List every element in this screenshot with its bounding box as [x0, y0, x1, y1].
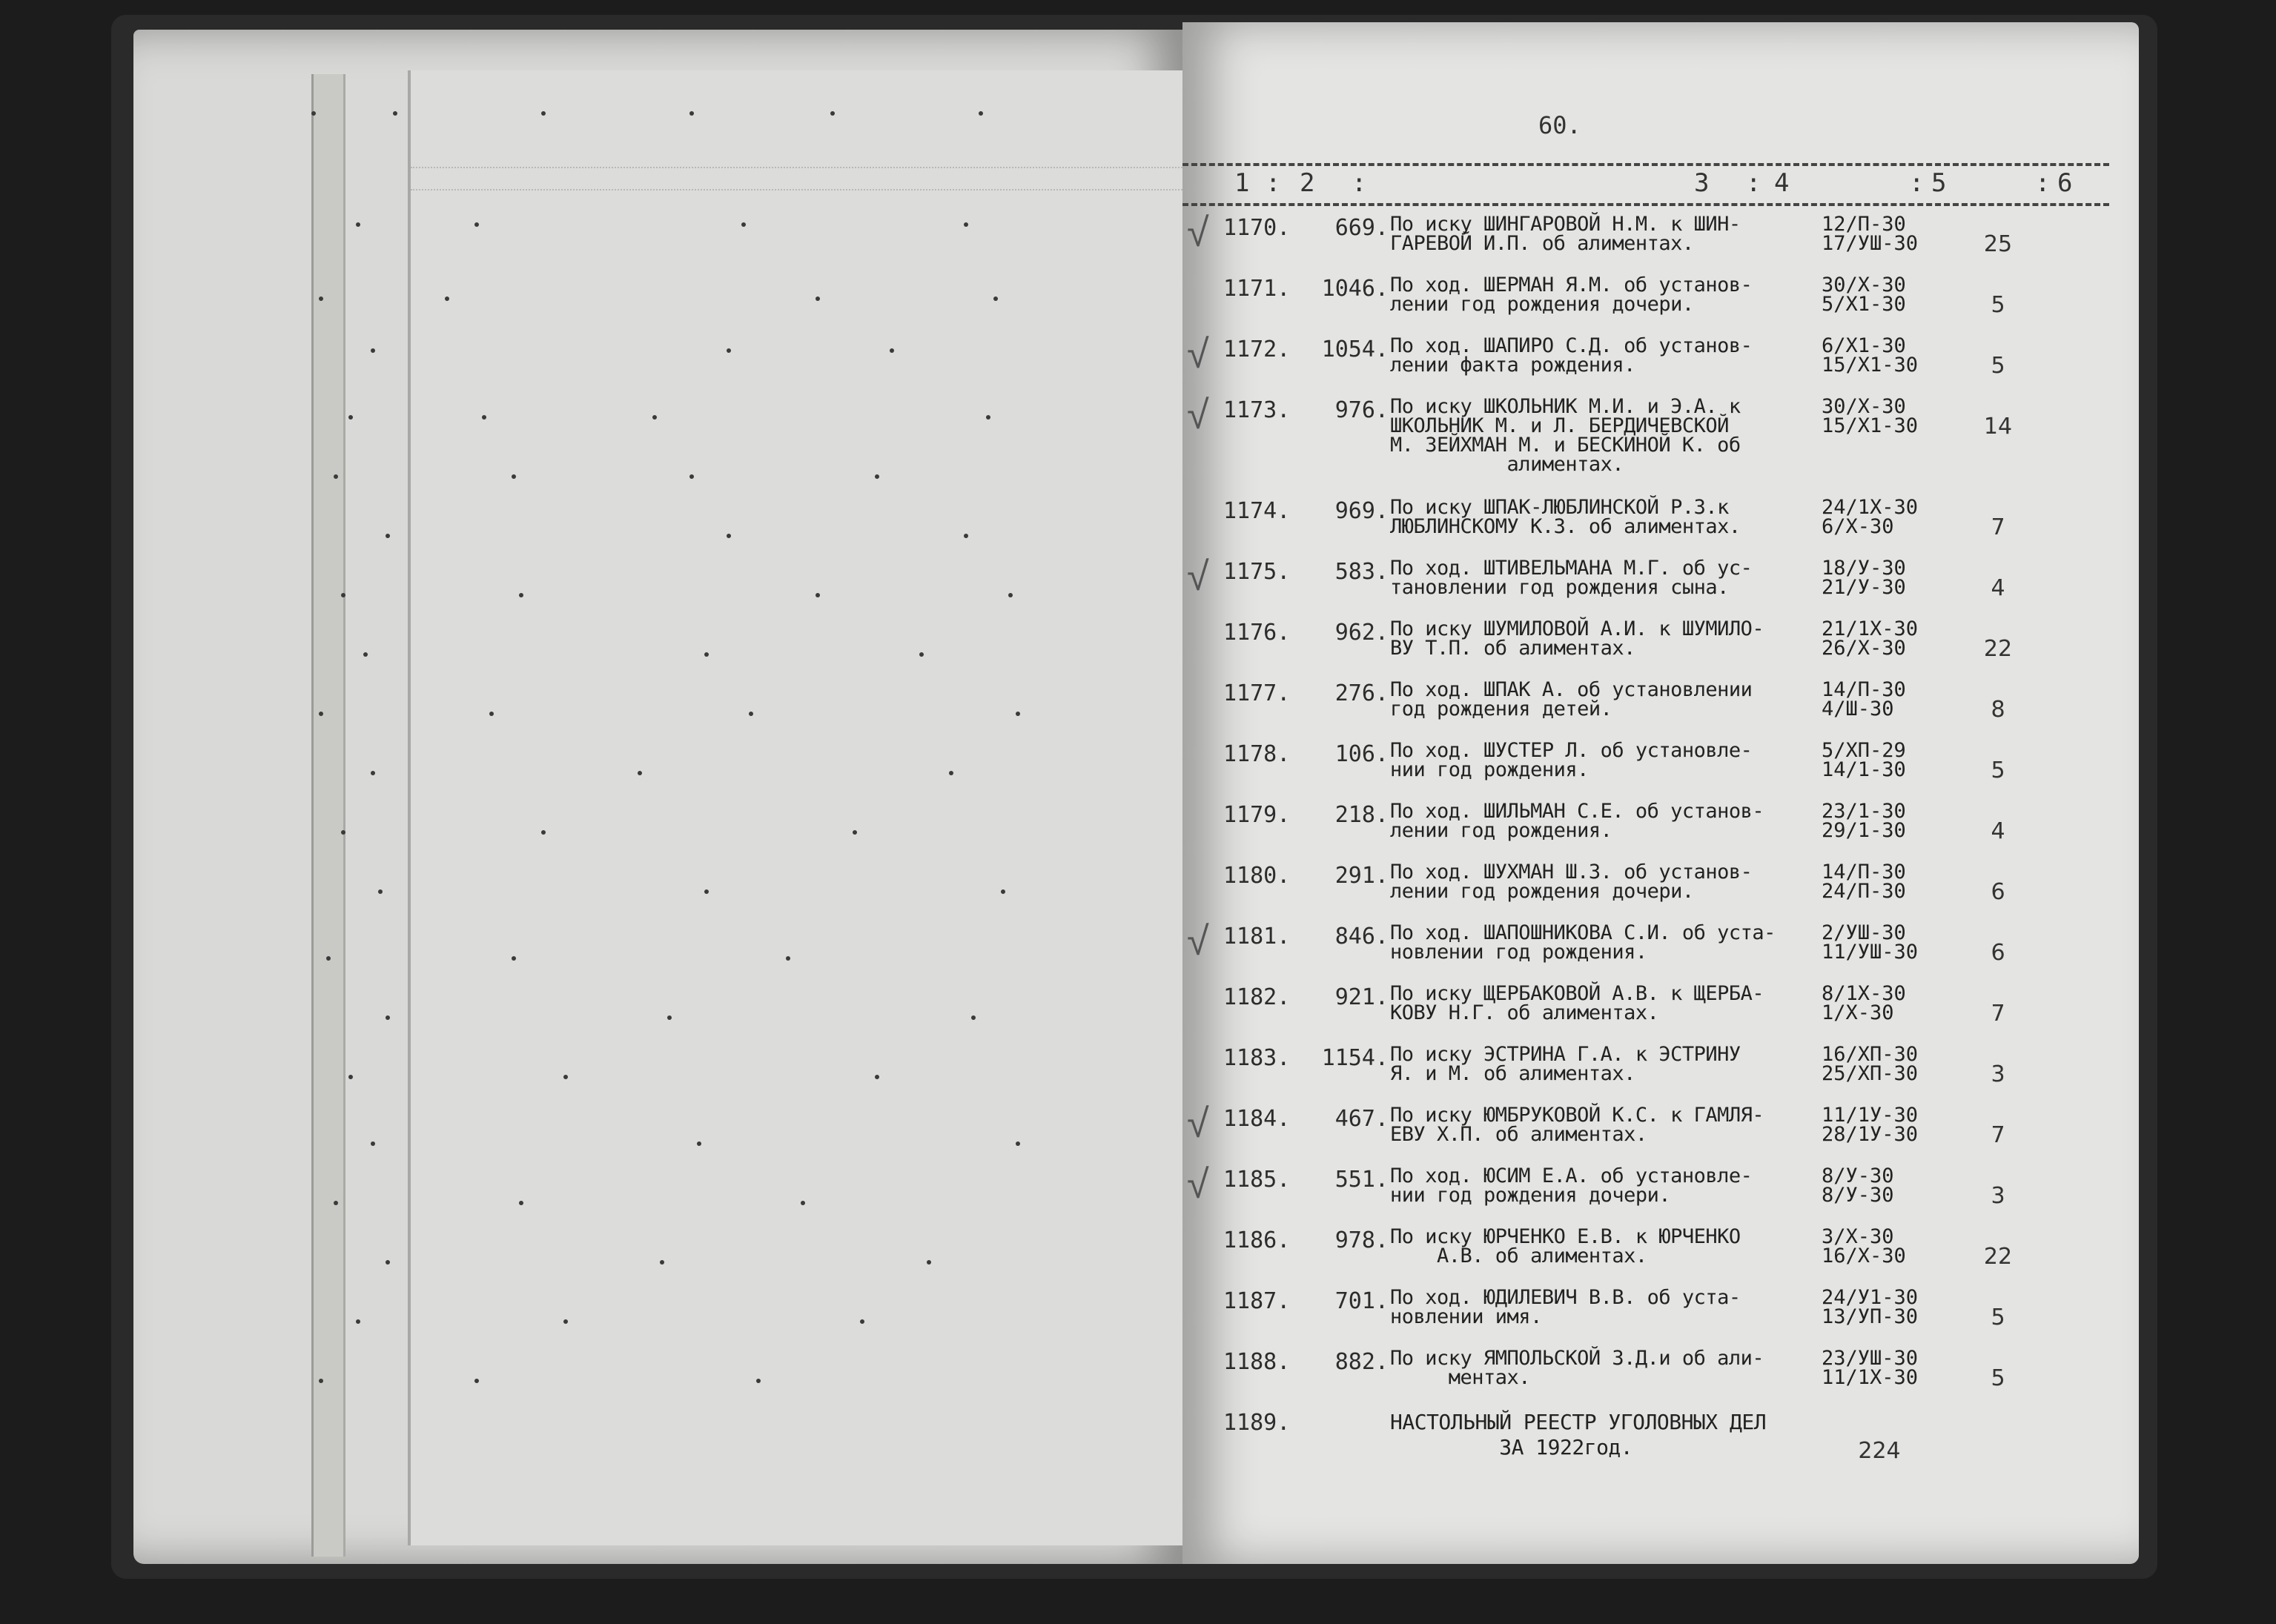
ink-dot — [689, 111, 694, 116]
ink-dot — [704, 889, 709, 894]
page-number: 60. — [1538, 111, 1581, 139]
sheet-count: 3 — [1991, 1183, 2005, 1209]
ink-dot — [445, 296, 449, 301]
ledger-row — [1182, 1410, 2139, 1471]
entry-description: По ход. ЮДИЛЕВИЧ В.В. об уста- новлении имя. — [1390, 1286, 1741, 1328]
col-separator: : — [1266, 168, 1281, 198]
entry-description: По ход. ШИЛЬМАН С.Е. об установ- лении год рождения. — [1390, 800, 1764, 842]
entry-dates: 5/ХП-29 14/1-30 — [1822, 739, 1906, 781]
entry-description: По иску ЩЕРБАКОВОЙ А.В. к ЩЕРБА- КОВУ Н.Г. об алиментах. — [1390, 982, 1764, 1024]
entry-dates: 14/П-30 4/Ш-30 — [1822, 678, 1906, 720]
sheet-count: 224 — [1858, 1438, 1901, 1464]
check-mark-icon: √ — [1187, 553, 1209, 600]
entry-dates: 24/1Х-30 6/Х-30 — [1822, 496, 1919, 538]
col-separator: : — [1352, 168, 1367, 198]
ink-dot — [727, 348, 731, 353]
col-separator: : — [2035, 168, 2051, 198]
ink-dot — [860, 1319, 864, 1324]
left-page — [133, 30, 1186, 1564]
ink-dot — [474, 1379, 479, 1383]
case-number: 1054. — [1321, 337, 1389, 362]
entry-number: 1176. — [1223, 620, 1291, 646]
sheet-count: 5 — [1991, 353, 2005, 379]
ink-dot — [964, 222, 968, 227]
case-number: 276. — [1334, 680, 1389, 706]
ink-dot — [875, 474, 879, 479]
entry-description: По ход. ШУХМАН Ш.З. об установ- лении год рождения дочери. — [1390, 861, 1753, 903]
ledger-row — [1182, 918, 2139, 984]
ink-dot — [697, 1141, 701, 1146]
case-number: 1046. — [1321, 276, 1389, 302]
entry-number: 1187. — [1223, 1288, 1291, 1314]
entry-number: 1173. — [1223, 397, 1291, 423]
ink-dot — [319, 296, 323, 301]
ink-dot — [660, 1260, 664, 1265]
ledger-row — [1182, 984, 2139, 1045]
ledger-row — [1182, 863, 2139, 924]
ledger-row — [1182, 1288, 2139, 1349]
entry-description: По иску ШУМИЛОВОЙ А.И. к ШУМИЛО- ВУ Т.П. об алиментах. — [1390, 617, 1764, 660]
ink-dot — [563, 1075, 568, 1079]
entry-description: По ход. ШУСТЕР Л. об установле- нии год рождения. — [1390, 739, 1753, 781]
entry-description: НАСТОЛЬНЫЙ РЕЕСТР УГОЛОВНЫХ ДЕЛ ЗА 1922год. — [1390, 1410, 1767, 1459]
case-number: 1154. — [1321, 1045, 1389, 1071]
entry-number: 1182. — [1223, 984, 1291, 1010]
case-number: 978. — [1334, 1227, 1389, 1253]
entry-dates: 8/У-30 8/У-30 — [1822, 1164, 1894, 1207]
entry-dates: 23/1-30 29/1-30 — [1822, 800, 1906, 842]
case-number: 467. — [1334, 1106, 1389, 1132]
ink-dot — [667, 1015, 672, 1020]
ink-dot — [386, 1260, 390, 1265]
ink-dot — [786, 956, 790, 961]
page-edges — [311, 74, 345, 1557]
case-number: 669. — [1334, 215, 1389, 241]
header-rule-bottom — [1182, 203, 2109, 206]
col-header-5: 5 — [1931, 168, 1947, 198]
entry-dates: 11/1У-30 28/1У-30 — [1822, 1104, 1919, 1146]
ink-dot — [986, 415, 990, 420]
entry-description: По иску ШКОЛЬНИК М.И. и Э.А. к ШКОЛЬНИК М. и Л. БЕРДИЧЕВСКОЙ М. ЗЕЙХМАН М. и БЕСКИНОЙ К. об алиментах. — [1390, 395, 1741, 476]
entry-dates: 30/Х-30 5/Х1-30 — [1822, 274, 1906, 316]
ledger-row — [1182, 276, 2139, 337]
ledger-row — [1182, 553, 2139, 620]
entry-dates: 2/УШ-30 11/УШ-30 — [1822, 921, 1919, 964]
entry-number: 1189. — [1223, 1410, 1291, 1436]
entry-number: 1181. — [1223, 924, 1291, 949]
entry-number: 1180. — [1223, 863, 1291, 889]
ink-dot — [474, 222, 479, 227]
ledger-row — [1182, 1349, 2139, 1410]
entry-dates: 18/У-30 21/У-30 — [1822, 557, 1906, 599]
header-rule-top — [1182, 163, 2109, 166]
entry-dates: 12/П-30 17/УШ-30 — [1822, 213, 1919, 255]
col-separator: : — [1909, 168, 1925, 198]
ink-dot — [341, 830, 345, 835]
entry-description: По ход. ШАПИРО С.Д. об установ- лении факта рождения. — [1390, 334, 1753, 377]
ink-dot — [890, 348, 894, 353]
right-page — [1182, 22, 2139, 1564]
col-header-2: 2 — [1300, 168, 1315, 198]
ink-dot — [489, 712, 494, 716]
ink-dot — [1016, 1141, 1020, 1146]
ink-dot — [949, 771, 953, 775]
ink-dot — [378, 889, 383, 894]
entry-number: 1179. — [1223, 802, 1291, 828]
ledger-row — [1182, 1161, 2139, 1227]
entry-description: По иску ЮМБРУКОВОЙ К.С. к ГАМЛЯ- ЕВУ Х.П. об алиментах. — [1390, 1104, 1764, 1146]
ink-dot — [830, 111, 835, 116]
entry-description: По иску ШИНГАРОВОЙ Н.М. к ШИН- ГАРЕВОЙ И.П. об алиментах. — [1390, 213, 1741, 255]
ledger-row — [1182, 331, 2139, 397]
case-number: 962. — [1334, 620, 1389, 646]
sheet-count: 14 — [1983, 414, 2013, 440]
sheet-count: 4 — [1991, 818, 2005, 844]
entry-number: 1177. — [1223, 680, 1291, 706]
entry-description: По ход. ШАПОШНИКОВА С.И. об уста- новлении год рождения. — [1390, 921, 1776, 964]
entry-number: 1178. — [1223, 741, 1291, 767]
entry-dates: 24/У1-30 13/УП-30 — [1822, 1286, 1919, 1328]
check-mark-icon: √ — [1187, 1100, 1209, 1147]
ink-dot — [756, 1379, 761, 1383]
ink-dot — [334, 1201, 338, 1205]
entry-description: По ход. ШЕРМАН Я.М. об установ- лении год рождения дочери. — [1390, 274, 1753, 316]
sheet-count: 4 — [1991, 575, 2005, 601]
ink-dot — [704, 652, 709, 657]
ledger-row — [1182, 802, 2139, 863]
ink-dot — [541, 830, 546, 835]
ink-dot — [741, 222, 746, 227]
check-mark-icon: √ — [1187, 1161, 1209, 1207]
entry-description: По иску ЮРЧЕНКО Е.В. к ЮРЧЕНКО А.В. об алиментах. — [1390, 1225, 1741, 1267]
ink-dot — [971, 1015, 976, 1020]
sheet-count: 22 — [1983, 1244, 2013, 1270]
col-header-4: 4 — [1774, 168, 1790, 198]
sheet-count: 7 — [1991, 1122, 2005, 1148]
ink-dot — [964, 534, 968, 538]
entry-description: По иску ШПАК-ЛЮБЛИНСКОЙ Р.З.к ЛЮБЛИНСКОМУ К.З. об алиментах. — [1390, 496, 1741, 538]
entry-number: 1186. — [1223, 1227, 1291, 1253]
entry-dates: 30/Х-30 15/Х1-30 — [1822, 395, 1919, 437]
entry-dates: 6/Х1-30 15/Х1-30 — [1822, 334, 1919, 377]
ink-dot — [356, 222, 360, 227]
case-number: 106. — [1334, 741, 1389, 767]
entry-number: 1183. — [1223, 1045, 1291, 1071]
sheet-count: 22 — [1983, 636, 2013, 662]
ink-dot — [1008, 593, 1013, 597]
ink-dot — [638, 771, 642, 775]
ledger-row — [1182, 209, 2139, 276]
sheet-count: 3 — [1991, 1061, 2005, 1087]
sheet-count: 7 — [1991, 514, 2005, 540]
ink-dot — [371, 771, 375, 775]
entry-dates: 23/УШ-30 11/1Х-30 — [1822, 1347, 1919, 1389]
ink-dot — [319, 1379, 323, 1383]
ink-dot — [519, 593, 523, 597]
ink-dot — [853, 830, 857, 835]
ledger-row — [1182, 1227, 2139, 1288]
ledger-row — [1182, 617, 2139, 680]
ink-dot — [927, 1260, 931, 1265]
ink-dot — [816, 593, 820, 597]
ledger-entries — [1182, 209, 2139, 1471]
case-number: 551. — [1334, 1167, 1389, 1193]
case-number: 969. — [1334, 498, 1389, 524]
ink-dot — [512, 474, 516, 479]
col-header-1: 1 — [1234, 168, 1250, 198]
ink-dot — [512, 956, 516, 961]
faint-ruling — [411, 167, 1186, 168]
ink-dot — [348, 415, 353, 420]
ink-dot — [393, 111, 397, 116]
case-number: 218. — [1334, 802, 1389, 828]
ink-dot — [919, 652, 924, 657]
entry-number: 1174. — [1223, 498, 1291, 524]
ink-dot — [341, 593, 345, 597]
ink-dot — [482, 415, 486, 420]
entry-number: 1184. — [1223, 1106, 1291, 1132]
ink-dot — [979, 111, 983, 116]
sheet-count: 5 — [1991, 292, 2005, 318]
entry-number: 1185. — [1223, 1167, 1291, 1193]
ink-dot — [319, 712, 323, 716]
entry-description: По иску ЯМПОЛЬСКОЙ З.Д.и об али- ментах. — [1390, 1347, 1764, 1389]
ink-dot — [363, 652, 368, 657]
ink-dot — [1001, 889, 1005, 894]
check-mark-icon: √ — [1187, 331, 1209, 377]
left-page-inner — [408, 70, 1186, 1545]
ink-dot — [386, 534, 390, 538]
sheet-count: 5 — [1991, 758, 2005, 783]
ink-dot — [326, 956, 331, 961]
ink-dot — [689, 474, 694, 479]
ledger-row — [1182, 680, 2139, 741]
case-number: 976. — [1334, 397, 1389, 423]
ink-dot — [801, 1201, 805, 1205]
case-number: 882. — [1334, 1349, 1389, 1375]
entry-number: 1172. — [1223, 337, 1291, 362]
check-mark-icon: √ — [1187, 918, 1209, 964]
ledger-row — [1182, 1045, 2139, 1106]
ink-dot — [652, 415, 657, 420]
ink-dot — [348, 1075, 353, 1079]
entry-number: 1170. — [1223, 215, 1291, 241]
entry-dates: 3/Х-30 16/Х-30 — [1822, 1225, 1906, 1267]
ink-dot — [727, 534, 731, 538]
case-number: 583. — [1334, 559, 1389, 585]
case-number: 846. — [1334, 924, 1389, 949]
entry-description: По ход. ШТИВЕЛЬМАНА М.Г. об ус- тановлении год рождения сына. — [1390, 557, 1753, 599]
entry-description: По иску ЭСТРИНА Г.А. к ЭСТРИНУ Я. и М. об алиментах. — [1390, 1043, 1741, 1085]
entry-number: 1171. — [1223, 276, 1291, 302]
case-number: 291. — [1334, 863, 1389, 889]
case-number: 701. — [1334, 1288, 1389, 1314]
ledger-row — [1182, 1100, 2139, 1167]
faint-ruling — [411, 189, 1186, 190]
sheet-count: 7 — [1991, 1001, 2005, 1027]
sheet-count: 6 — [1991, 940, 2005, 966]
check-mark-icon: √ — [1187, 209, 1209, 256]
entry-description: По ход. ЮСИМ Е.А. об установле- нии год рождения дочери. — [1390, 1164, 1753, 1207]
entry-dates: 14/П-30 24/П-30 — [1822, 861, 1906, 903]
ink-dot — [371, 1141, 375, 1146]
ink-dot — [334, 474, 338, 479]
ink-dot — [386, 1015, 390, 1020]
case-number: 921. — [1334, 984, 1389, 1010]
ink-dot — [875, 1075, 879, 1079]
entry-dates: 8/1Х-30 1/Х-30 — [1822, 982, 1906, 1024]
sheet-count: 5 — [1991, 1365, 2005, 1391]
entry-description: По ход. ШПАК А. об установлении год рождения детей. — [1390, 678, 1753, 720]
ink-dot — [749, 712, 753, 716]
entry-number: 1188. — [1223, 1349, 1291, 1375]
entry-dates: 21/1Х-30 26/Х-30 — [1822, 617, 1919, 660]
ledger-row — [1182, 391, 2139, 498]
entry-number: 1175. — [1223, 559, 1291, 585]
ink-dot — [519, 1201, 523, 1205]
col-header-6: 6 — [2057, 168, 2073, 198]
ink-dot — [993, 296, 998, 301]
ink-dot — [371, 348, 375, 353]
sheet-count: 8 — [1991, 697, 2005, 723]
ink-dot — [816, 296, 820, 301]
column-header-row — [1182, 168, 2109, 205]
col-header-3: 3 — [1694, 168, 1710, 198]
entry-dates: 16/ХП-30 25/ХП-30 — [1822, 1043, 1919, 1085]
sheet-count: 5 — [1991, 1305, 2005, 1330]
ink-dot — [356, 1319, 360, 1324]
sheet-count: 25 — [1983, 231, 2013, 257]
ink-dot — [1016, 712, 1020, 716]
check-mark-icon: √ — [1187, 391, 1209, 438]
ink-dot — [311, 111, 316, 116]
sheet-count: 6 — [1991, 879, 2005, 905]
ink-dot — [563, 1319, 568, 1324]
ledger-row — [1182, 498, 2139, 559]
ink-dot — [541, 111, 546, 116]
ledger-row — [1182, 741, 2139, 802]
col-separator: : — [1746, 168, 1761, 198]
